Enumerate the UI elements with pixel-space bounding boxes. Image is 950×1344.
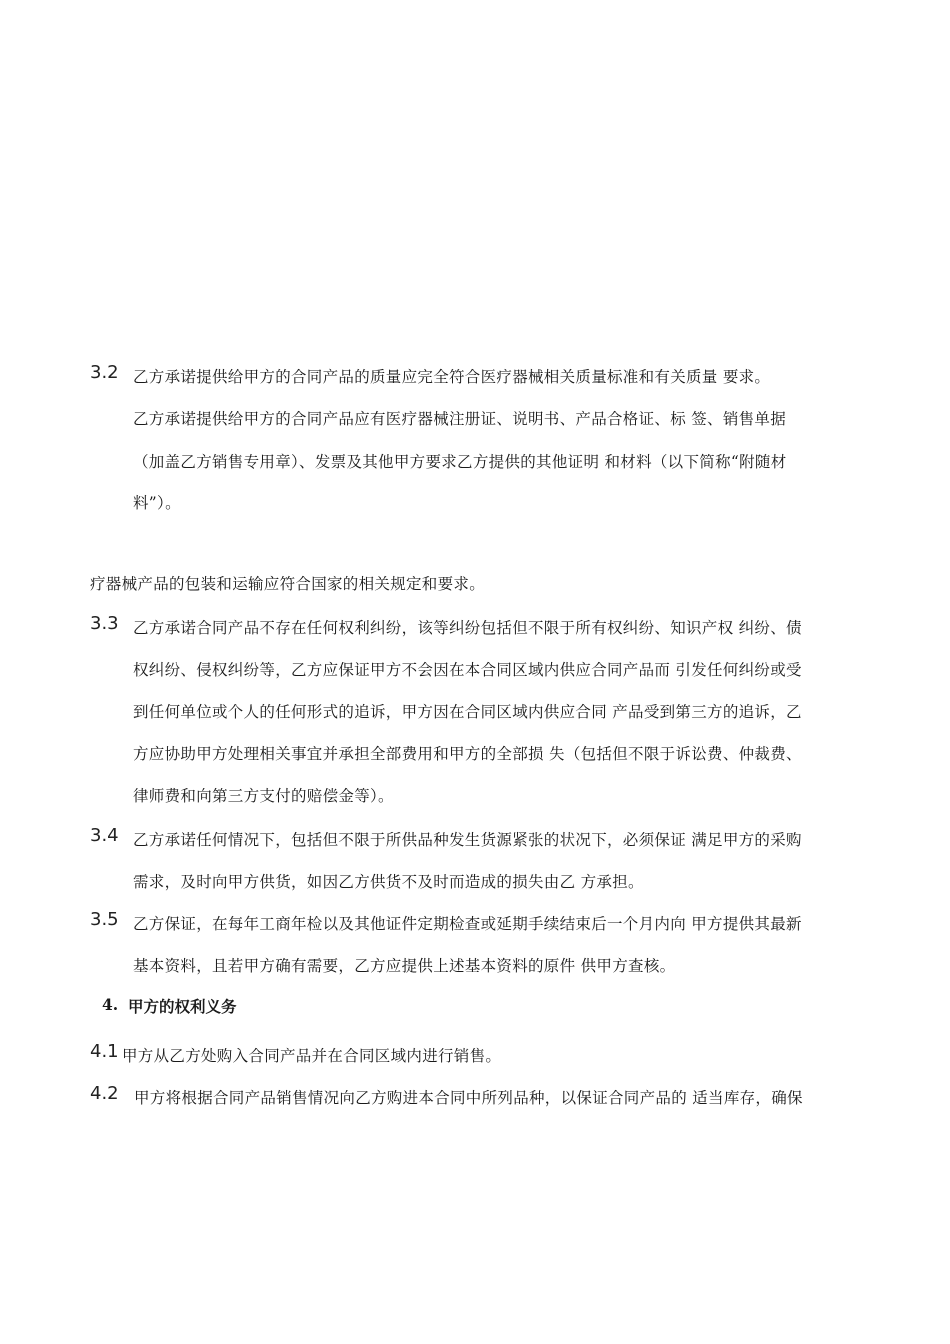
clause-number: 3.2 [90, 362, 119, 383]
clause-line: （加盖乙方销售专用章）、发票及其他甲方要求乙方提供的其他证明 和材料（以下简称“附随材 [133, 453, 787, 471]
clause-line: 权纠纷、侵权纠纷等，乙方应保证甲方不会因在本合同区域内供应合同产品而 引发任何纠纷或受 [133, 661, 802, 679]
section-title: 甲方的权利义务 [128, 997, 237, 1016]
clause-number: 3.3 [90, 613, 119, 634]
clause-line: 基本资料，且若甲方确有需要，乙方应提供上述基本资料的原件 供甲方查核。 [133, 957, 676, 975]
clause-line: 乙方承诺提供给甲方的合同产品的质量应完全符合医疗器械相关质量标准和有关质量 要求。 [133, 368, 771, 386]
clause-line: 乙方保证，在每年工商年检以及其他证件定期检查或延期手续结束后一个月内向 甲方提供其最新 [133, 915, 802, 933]
clause-line: 方应协助甲方处理相关事宜并承担全部费用和甲方的全部损 失（包括但不限于诉讼费、仲裁费、 [133, 745, 802, 763]
clause-line: 料”）。 [133, 494, 181, 512]
clause-line: 律师费和向第三方支付的赔偿金等）。 [133, 787, 394, 805]
clause-text: 甲方将根据合同产品销售情况向乙方购进本合同中所列品种，以保证合同产品的 适当库存，确保 [134, 1089, 803, 1107]
clause-line: 需求，及时向甲方供货，如因乙方供货不及时而造成的损失由乙 方承担。 [133, 873, 644, 891]
clause-number: 3.5 [90, 909, 119, 930]
section-number: 4. [102, 995, 119, 1014]
clause-line: 乙方承诺合同产品不存在任何权利纠纷，该等纠纷包括但不限于所有权纠纷、知识产权 纠纷、债 [133, 619, 802, 637]
clause-line: 乙方承诺提供给甲方的合同产品应有医疗器械注册证、说明书、产品合格证、标 签、销售单据 [133, 410, 787, 428]
paragraph-text: 疗器械产品的包装和运输应符合国家的相关规定和要求。 [90, 575, 486, 593]
clause-text: 甲方从乙方处购入合同产品并在合同区域内进行销售。 [122, 1047, 502, 1065]
clause-line: 乙方承诺任何情况下，包括但不限于所供品种发生货源紧张的状况下，必须保证 满足甲方的采购 [133, 831, 802, 849]
clause-line: 到任何单位或个人的任何形式的追诉，甲方因在合同区域内供应合同 产品受到第三方的追诉，乙 [133, 703, 802, 721]
clause-number: 4.1 [90, 1041, 119, 1062]
clause-number: 3.4 [90, 825, 119, 846]
clause-number: 4.2 [90, 1083, 119, 1104]
